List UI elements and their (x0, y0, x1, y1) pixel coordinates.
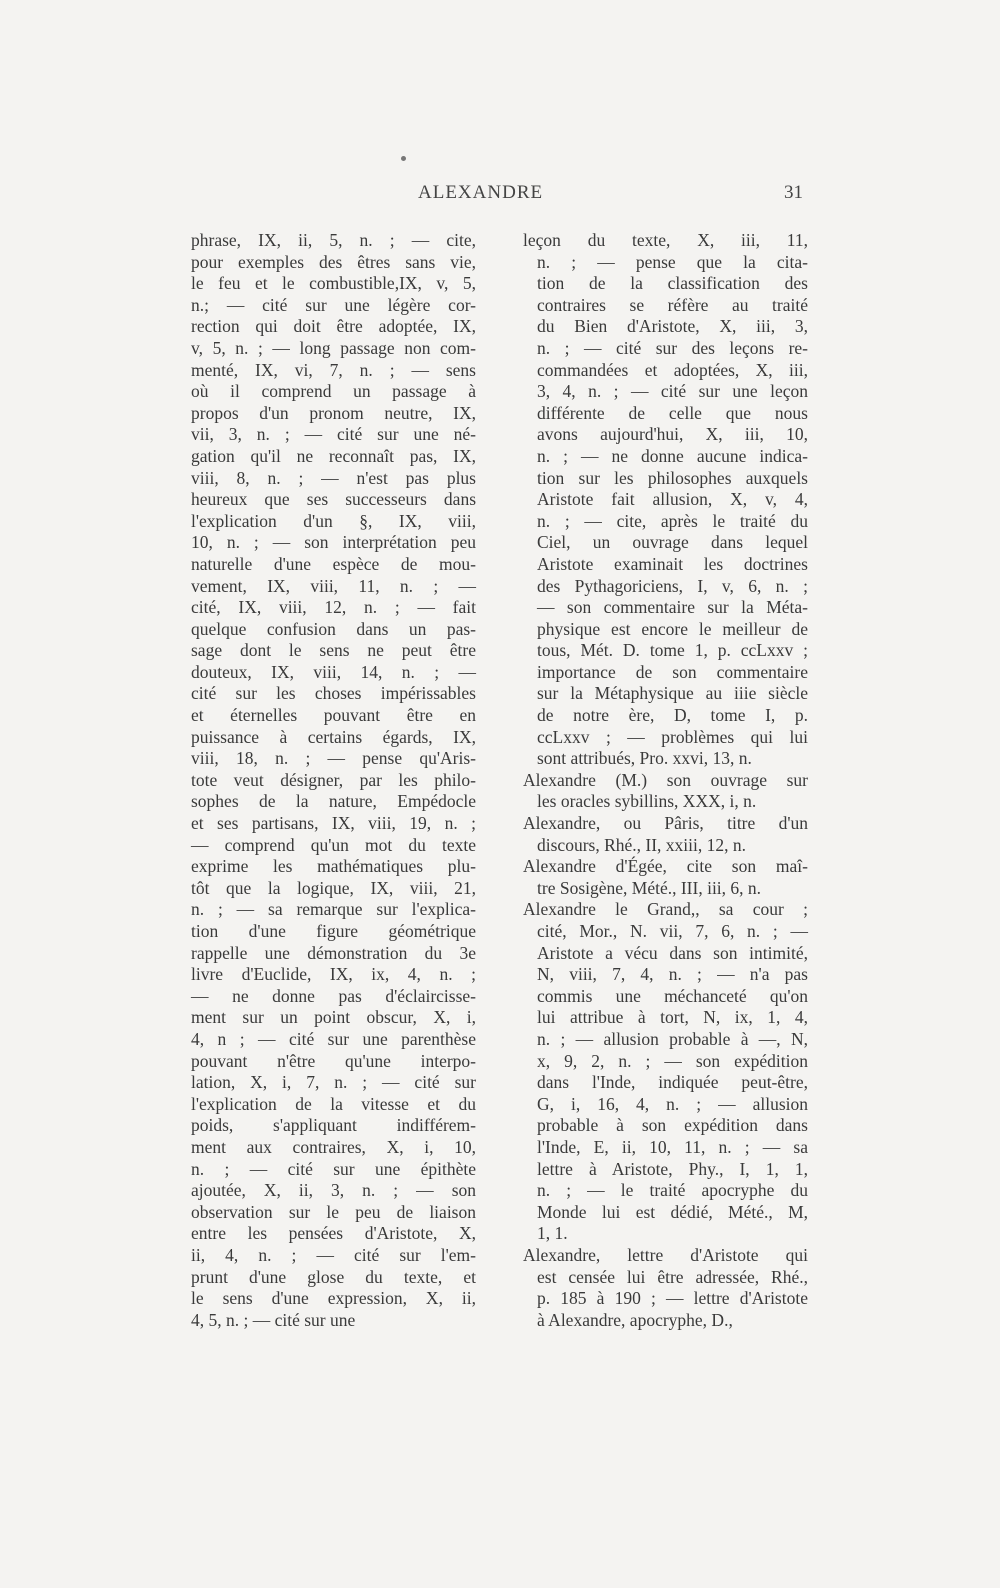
text-line: p. 185 à 190 ; — lettre d'Aristote (537, 1288, 808, 1309)
text-line: vement, IX, viii, 11, n. ; — (191, 575, 476, 596)
text-line: puissance à certains égards, IX, (191, 726, 476, 747)
text-line: est censée lui être adressée, Rhé., (537, 1266, 808, 1287)
text-line: du Bien d'Aristote, X, iii, 3, (537, 316, 808, 337)
text-line: importance de son commentaire (537, 661, 808, 682)
text-line: — comprend qu'un mot du texte (191, 834, 476, 855)
text-line: tous, Mét. D. tome 1, p. ccLxxv ; (537, 640, 808, 661)
text-line: heureux que ses successeurs dans (191, 489, 476, 510)
text-line: lettre à Aristote, Phy., I, 1, 1, (537, 1158, 808, 1179)
text-line: prunt d'une glose du texte, et (191, 1266, 476, 1287)
page-number: 31 (784, 182, 803, 203)
text-line: Aristote a vécu dans son intimité, (537, 942, 808, 963)
text-line: lation, X, i, 7, n. ; — cité sur (191, 1072, 476, 1093)
text-line: ii, 4, n. ; — cité sur l'em- (191, 1244, 476, 1265)
text-line: de notre ère, D, tome I, p. (537, 705, 808, 726)
text-line: Alexandre d'Égée, cite son maî- (523, 856, 808, 877)
text-line: Alexandre le Grand,, sa cour ; (523, 899, 808, 920)
text-line: ment aux contraires, X, i, 10, (191, 1136, 476, 1157)
text-line: n. ; — cite, après le traité du (537, 510, 808, 531)
text-line: avons aujourd'hui, X, iii, 10, (537, 424, 808, 445)
text-line: viii, 18, n. ; — pense qu'Aris- (191, 748, 476, 769)
text-line: tion de la classification des (537, 273, 808, 294)
text-line: ment sur un point obscur, X, i, (191, 1007, 476, 1028)
ink-dot (401, 156, 406, 161)
text-line: tre Sosigène, Mété., III, iii, 6, n. (537, 877, 762, 898)
text-line: ajoutée, X, ii, 3, n. ; — son (191, 1180, 476, 1201)
text-line: lui attribue à tort, N, ix, 1, 4, (537, 1007, 808, 1028)
text-line: n. ; — cité sur des leçons re- (537, 337, 808, 358)
text-line: vii, 3, n. ; — cité sur une né- (191, 424, 476, 445)
text-line: cité sur les choses impérissables (191, 683, 476, 704)
text-line: viii, 8, n. ; — n'est pas plus (191, 467, 476, 488)
text-line: tion d'une figure géométrique (191, 921, 476, 941)
text-line: 1, 1. (537, 1223, 568, 1244)
text-line: cité, Mor., N. vii, 7, 6, n. ; — (537, 921, 808, 941)
text-line: rappelle une démonstration du 3e (191, 942, 476, 963)
text-line: sophes de la nature, Empédocle (191, 791, 476, 812)
text-line: 3, 4, n. ; — cité sur une leçon (537, 381, 808, 402)
text-line: N, viii, 7, 4, n. ; — n'a pas (537, 964, 808, 985)
text-line: l'explication de la vitesse et du (191, 1093, 476, 1114)
text-line: dans l'Inde, indiquée peut-être, (537, 1072, 808, 1093)
text-line: 10, n. ; — son interprétation peu (191, 532, 476, 553)
text-line: à Alexandre, apocryphe, D., (537, 1309, 733, 1330)
text-line: Alexandre (M.) son ouvrage sur (523, 769, 808, 790)
text-line: cité, IX, viii, 12, n. ; — fait (191, 597, 476, 618)
text-line: n. ; — cité sur une épithète (191, 1158, 476, 1179)
text-line: Monde lui est dédié, Mété., M, (537, 1201, 808, 1222)
text-line: sur la Métaphysique au iiie siècle (537, 683, 808, 704)
text-line: où il comprend un passage à (191, 381, 476, 402)
text-line: Alexandre, lettre d'Aristote qui (523, 1244, 808, 1265)
text-line: le sens d'une expression, X, ii, (191, 1288, 476, 1309)
text-line: n. ; — le traité apocryphe du (537, 1180, 808, 1201)
text-line: discours, Rhé., II, xxiii, 12, n. (537, 834, 747, 855)
text-line: n. ; — allusion probable à —, N, (537, 1028, 808, 1049)
text-line: Aristote fait allusion, X, v, 4, (537, 489, 808, 510)
text-line: n. ; — sa remarque sur l'explica- (191, 899, 476, 920)
text-line: exprime les mathématiques plu- (191, 856, 476, 877)
text-line: physique est encore le meilleur de (537, 618, 808, 639)
text-line: commandées et adoptées, X, iii, (537, 359, 808, 380)
text-line: tôt que la logique, IX, viii, 21, (191, 877, 476, 898)
text-line: n. ; — ne donne aucune indica- (537, 445, 808, 466)
text-line: ccLxxv ; — problèmes qui lui (537, 726, 808, 747)
text-line: 4, 5, n. ; — cité sur une (191, 1309, 356, 1330)
text-line: douteux, IX, viii, 14, n. ; — (191, 661, 476, 682)
right-column (523, 230, 808, 1331)
text-line: sont attribués, Pro. xxvi, 13, n. (537, 748, 752, 769)
text-line: — ne donne pas d'éclaircisse- (191, 985, 476, 1006)
text-line: phrase, IX, ii, 5, n. ; — cite, (191, 230, 476, 250)
text-line: v, 5, n. ; — long passage non com- (191, 337, 476, 358)
text-line: l'Inde, E, ii, 10, 11, n. ; — sa (537, 1136, 808, 1157)
text-line: x, 9, 2, n. ; — son expédition (537, 1050, 808, 1071)
text-line: contraires se réfère au traité (537, 294, 808, 315)
text-line: 4, n ; — cité sur une parenthèse (191, 1028, 476, 1049)
text-line: entre les pensées d'Aristote, X, (191, 1223, 476, 1244)
text-line: et ses partisans, IX, viii, 19, n. ; (191, 813, 476, 834)
text-line: le feu et le combustible,IX, v, 5, (191, 273, 476, 294)
text-line: n. ; — pense que la cita- (537, 251, 808, 272)
text-line: tion sur les philosophes auxquels (537, 467, 808, 488)
text-line: des Pythagoriciens, I, v, 6, n. ; (537, 575, 808, 596)
text-line: probable à son expédition dans (537, 1115, 808, 1136)
text-line: pouvant n'être qu'une interpo- (191, 1050, 476, 1071)
text-line: et éternelles pouvant être en (191, 705, 476, 726)
text-line: — son commentaire sur la Méta- (537, 597, 808, 618)
text-line: l'explication d'un §, IX, viii, (191, 510, 476, 531)
text-line: différente de celle que nous (537, 402, 808, 423)
text-line: pour exemples des êtres sans vie, (191, 251, 476, 272)
text-line: les oracles sybillins, XXX, i, n. (537, 791, 757, 812)
text-line: tote veut désigner, par les philo- (191, 769, 476, 790)
text-line: Ciel, un ouvrage dans lequel (537, 532, 808, 553)
text-line: leçon du texte, X, iii, 11, (523, 230, 808, 250)
text-line: livre d'Euclide, IX, ix, 4, n. ; (191, 964, 476, 985)
text-line: n.; — cité sur une légère cor- (191, 294, 476, 315)
text-line: rection qui doit être adoptée, IX, (191, 316, 476, 337)
text-line: propos d'un pronom neutre, IX, (191, 402, 476, 423)
text-line: menté, IX, vi, 7, n. ; — sens (191, 359, 476, 380)
text-line: sage dont le sens ne peut être (191, 640, 476, 661)
text-line: quelque confusion dans un pas- (191, 618, 476, 639)
running-head: ALEXANDRE (418, 182, 544, 203)
text-line: gation qu'il ne reconnaît pas, IX, (191, 445, 476, 466)
text-line: Aristote examinait les doctrines (537, 553, 808, 574)
text-line: G, i, 16, 4, n. ; — allusion (537, 1093, 808, 1114)
text-line: Alexandre, ou Pâris, titre d'un (523, 813, 808, 834)
left-column (191, 230, 476, 1331)
text-line: commis une méchanceté qu'on (537, 985, 808, 1006)
text-line: poids, s'appliquant indifférem- (191, 1115, 476, 1136)
text-line: observation sur le peu de liaison (191, 1201, 476, 1222)
text-line: naturelle d'une espèce de mou- (191, 553, 476, 574)
